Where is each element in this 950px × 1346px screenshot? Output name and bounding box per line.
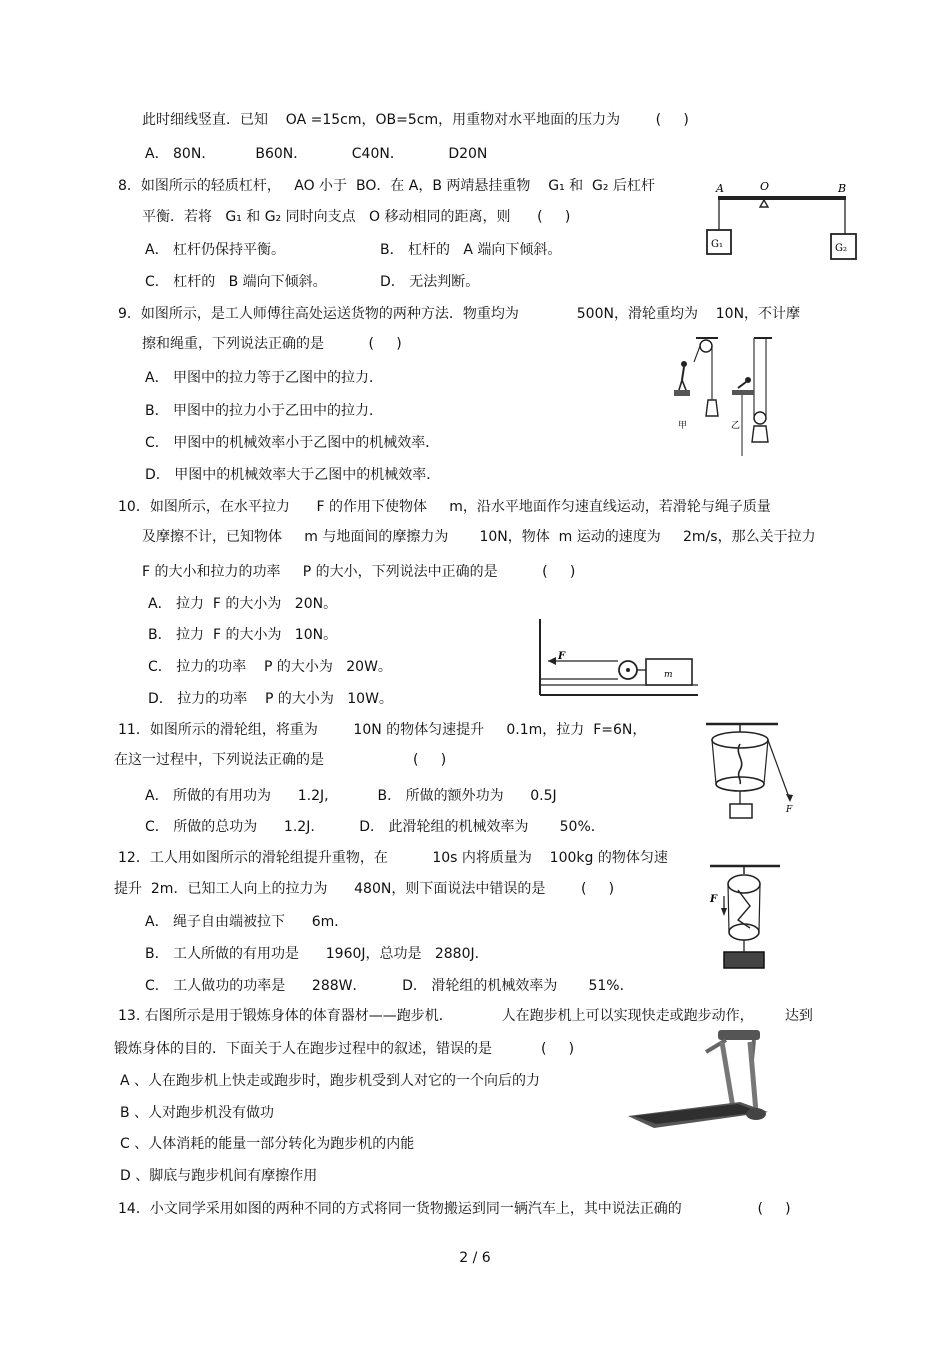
weight-g1-label: G₁ bbox=[711, 239, 723, 250]
fulcrum bbox=[760, 200, 768, 207]
label-jia: 甲 bbox=[678, 421, 688, 431]
movable-pulley bbox=[729, 924, 759, 940]
option-c: C 、人体消耗的能量一部分转化为跑步机的内能 bbox=[120, 1136, 415, 1152]
option-a: A 、人在跑步机上快走或跑步时，跑步机受到人对它的一个向后的力 bbox=[120, 1073, 541, 1089]
lever-bar bbox=[718, 196, 846, 200]
rope bbox=[694, 346, 700, 362]
option-line: A． 所做的有用功为 1.2J, B． 所做的额外功为 0.5J bbox=[145, 788, 557, 804]
option-line: C． 所做的总功为 1.2J. D． 此滑轮组的机械效率为 50%． bbox=[145, 819, 605, 835]
option-a: A． 杠杆仍保持平衡。 bbox=[145, 242, 286, 258]
question-11: 11．如图所示的滑轮组，将重为 10N 的物体匀速提升 0.1m，拉力 F=6N， bbox=[118, 722, 647, 738]
motor-cover bbox=[746, 1108, 766, 1120]
worker-body bbox=[738, 382, 746, 388]
pulleys-figure bbox=[668, 332, 780, 456]
text-line: 此时细线竖直．已知 OA =15cm，OB=5cm，用重物对水平地面的压力为 ( ) bbox=[142, 112, 689, 128]
worker-leg bbox=[682, 380, 686, 390]
weight bbox=[730, 804, 752, 818]
text-line: 平衡．若将 G₁ 和 G₂ 同时向支点 O 移动相同的距离，则 ( ) bbox=[142, 209, 571, 225]
option-d: D． 拉力的功率 P 的大小为 10W。 bbox=[148, 691, 393, 707]
fixed-pulley bbox=[700, 340, 712, 352]
pulley-axle bbox=[626, 668, 630, 672]
page-number: 2 / 6 bbox=[459, 1250, 491, 1266]
block-label: m bbox=[664, 670, 673, 680]
option-b: B． 工人所做的有用功是 1960J，总功是 2880J． bbox=[145, 946, 489, 962]
option-d: D． 无法判断。 bbox=[380, 274, 480, 290]
platform bbox=[674, 390, 690, 396]
worker-head bbox=[681, 361, 687, 367]
rope bbox=[728, 884, 729, 932]
text-line: 锻炼身体的目的．下面关于人在跑步过程中的叙述，错误的是 ( ) bbox=[114, 1041, 575, 1057]
option-line: A． 80N． B60N． C40N． D20N bbox=[145, 146, 488, 162]
option-d: D． 甲图中的机械效率大于乙图中的机械效率． bbox=[145, 467, 441, 483]
rope-coil bbox=[738, 890, 750, 928]
rope bbox=[759, 884, 760, 932]
force-label: F bbox=[558, 651, 566, 662]
option-a: A． 拉力 F 的大小为 20N。 bbox=[148, 596, 338, 612]
handlebars bbox=[706, 1040, 754, 1060]
movable-pulley bbox=[754, 412, 766, 424]
force-arrow bbox=[786, 794, 793, 802]
treadmill-image bbox=[622, 1028, 778, 1134]
worker-leg bbox=[679, 380, 682, 390]
option-a: A． 甲图中的拉力等于乙图中的拉力． bbox=[145, 370, 384, 386]
question-10: 10．如图所示，在水平拉力 F 的作用下使物体 m，沿水平地面作匀速直线运动，若滑轮与绳子质量 bbox=[118, 499, 771, 515]
lever-label-o: O bbox=[760, 180, 770, 193]
cargo bbox=[752, 426, 768, 442]
console bbox=[718, 1030, 760, 1040]
option-c: C． 杠杆的 B 端向下倾斜。 bbox=[145, 274, 327, 290]
force-arrow bbox=[721, 908, 727, 916]
option-a: A． 绳子自由端被拉下 6m． bbox=[145, 914, 349, 930]
question-8: 8．如图所示的轻质杠杆， AO 小于 BO．在 A，B 两靖悬挂重物 G₁ 和 G₂ 后杠杆 bbox=[118, 178, 655, 194]
weight bbox=[724, 952, 764, 968]
weight-g2-label: G₂ bbox=[835, 243, 847, 254]
platform bbox=[732, 390, 754, 395]
worker-body bbox=[682, 367, 684, 380]
lever-label-b: B bbox=[838, 182, 847, 195]
option-line: C． 工人做功的功率是 288W． D． 滑轮组的机械效率为 51%． bbox=[145, 978, 634, 994]
question-13: 13. 右图所示是用于锻炼身体的体育器材——跑步机． 人在跑步机上可以实现快走或跑步动作， 达到 bbox=[118, 1008, 813, 1024]
question-12: 12．工人用如图所示的滑轮组提升重物，在 10s 内将质量为 100kg 的物体匀速 bbox=[118, 850, 668, 866]
text-line: 擦和绳重，下列说法正确的是 ( ) bbox=[142, 336, 402, 352]
question-9: 9．如图所示，是工人师傅往高处运送货物的两种方法．物重均为 500N，滑轮重均为 10N，不计摩 bbox=[118, 306, 801, 322]
option-b: B． 杠杆的 A 端向下倾斜。 bbox=[380, 242, 562, 258]
text-line: 及摩擦不计，已知物体 m 与地面间的摩擦力为 10N，物体 m 运动的速度为 2m/s，那么关于拉力 bbox=[142, 529, 816, 545]
force-label: F bbox=[786, 805, 793, 815]
question-14: 14．小文同学采用如图的两种不同的方式将同一货物搬运到同一辆汽车上，其中说法正确的 ( ) bbox=[118, 1201, 791, 1217]
text-line: F 的大小和拉力的功率 P 的大小，下列说法中正确的是 ( ) bbox=[142, 564, 576, 580]
lever-figure bbox=[700, 178, 860, 268]
option-b: B． 甲图中的拉力小于乙田中的拉力． bbox=[145, 403, 384, 419]
fixed-pulley bbox=[728, 875, 760, 893]
pulley-block-figure-11 bbox=[700, 720, 800, 824]
option-d: D 、脚底与跑步机间有摩擦作用 bbox=[120, 1168, 318, 1184]
pulley-block-figure-12 bbox=[700, 862, 790, 974]
text-line: 提升 2m．已知工人向上的拉力为 480N，则下面说法中错误的是 ( ) bbox=[114, 881, 615, 897]
text-line: 在这一过程中，下列说法正确的是 ( ) bbox=[114, 752, 447, 768]
rope bbox=[764, 740, 768, 784]
rope bbox=[712, 740, 716, 784]
option-c: C． 拉力的功率 P 的大小为 20W。 bbox=[148, 659, 392, 675]
free-rope bbox=[768, 740, 790, 800]
force-arrow bbox=[548, 657, 556, 665]
option-c: C． 甲图中的机械效率小于乙图中的机械效率． bbox=[145, 435, 440, 451]
option-b: B． 拉力 F 的大小为 10N。 bbox=[148, 627, 338, 643]
cargo bbox=[706, 400, 718, 416]
option-b: B 、人对跑步机没有做功 bbox=[120, 1105, 275, 1121]
rope-coil bbox=[738, 744, 741, 784]
label-yi: 乙 bbox=[731, 421, 741, 431]
force-label: F bbox=[710, 894, 718, 905]
lever-label-a: A bbox=[716, 182, 724, 195]
horizontal-pulley-figure bbox=[534, 617, 698, 699]
